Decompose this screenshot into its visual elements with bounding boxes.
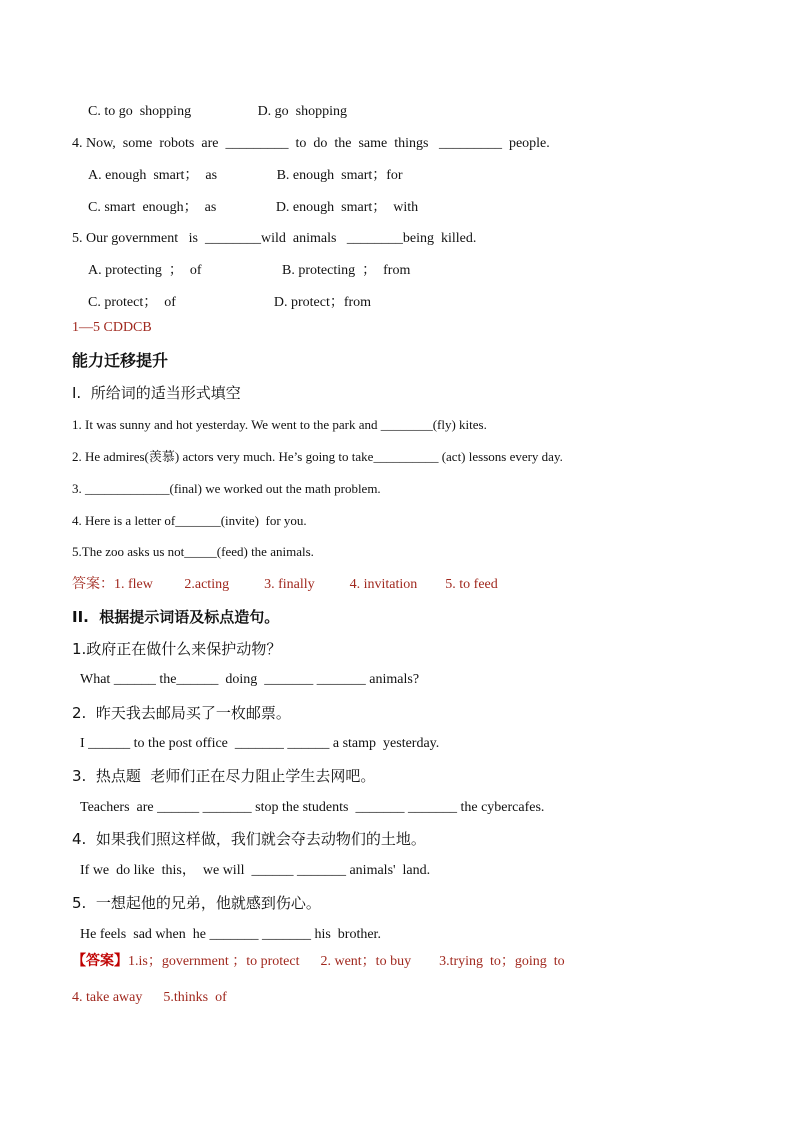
sentence-4-english: If we do like this， we will ______ _______ animals' land.: [80, 863, 431, 878]
option-line-5cd: C. protect； of D. protect；from: [88, 295, 372, 310]
fill-answer-key: 答案：1. flew 2.acting 3. finally 4. invitation 5. to feed: [72, 577, 498, 592]
answer-tag: 【答案】: [72, 953, 128, 969]
sentence-1-chinese: 1.政府正在做什么来保护动物？: [72, 640, 282, 658]
fill-question-5: 5.The zoo asks us not_____(feed) the animals.: [72, 544, 314, 559]
part2-title: II. 根据提示词语及标点造句。: [72, 608, 280, 626]
sentence-3-chinese: 3. 热点题 老师们正在尽力阻止学生去网吧。: [72, 767, 376, 785]
sentence-answers-1-3: 1.is；government ；to protect 2. went；to buy 3.trying to；going to: [128, 954, 565, 969]
sentence-1-english: What ______ the______ doing _______ _______ animals?: [80, 672, 420, 687]
fill-question-3: 3. _____________(final) we worked out the math problem.: [72, 481, 381, 496]
sentence-2-chinese: 2. 昨天我去邮局买了一枚邮票。: [72, 704, 291, 722]
sentence-5-english: He feels sad when he _______ _______ his brother.: [80, 927, 381, 942]
sentence-5-chinese: 5. 一想起他的兄弟，他就感到伤心。: [72, 894, 321, 912]
option-line-3cd: C. to go shopping D. go shopping: [88, 104, 348, 119]
sentence-answers-4-5: 4. take away 5.thinks of: [72, 990, 227, 1005]
question-4: 4. Now, some robots are _________ to do the same things _________ people.: [72, 136, 550, 151]
sentence-answer-line-1: [72, 952, 565, 971]
option-line-4ab: A. enough smart； as B. enough smart；for: [88, 168, 403, 183]
question-5: 5. Our government is ________wild animals ________being killed.: [72, 231, 477, 246]
fill-question-2: 2. He admires(羡慕) actors very much. He’s going to take__________ (act) lessons every day.: [72, 449, 563, 464]
option-line-4cd: C. smart enough； as D. enough smart； with: [88, 200, 419, 215]
answer-key-1-5: 1—5 CDDCB: [72, 320, 152, 335]
section-heading: 能力迁移提升: [72, 351, 169, 370]
fill-question-1: 1. It was sunny and hot yesterday. We went to the park and ________(fly) kites.: [72, 417, 487, 432]
part1-title: I. 所给词的适当形式填空: [72, 384, 241, 402]
sentence-2-english: I ______ to the post office _______ ______ a stamp yesterday.: [80, 736, 440, 751]
sentence-3-english: Teachers are ______ _______ stop the students _______ _______ the cybercafes.: [80, 800, 545, 815]
option-line-5ab: A. protecting ； of B. protecting ； from: [88, 263, 411, 278]
sentence-4-chinese: 4. 如果我们照这样做，我们就会夺去动物们的土地。: [72, 830, 426, 848]
fill-question-4: 4. Here is a letter of_______(invite) for you.: [72, 513, 307, 528]
